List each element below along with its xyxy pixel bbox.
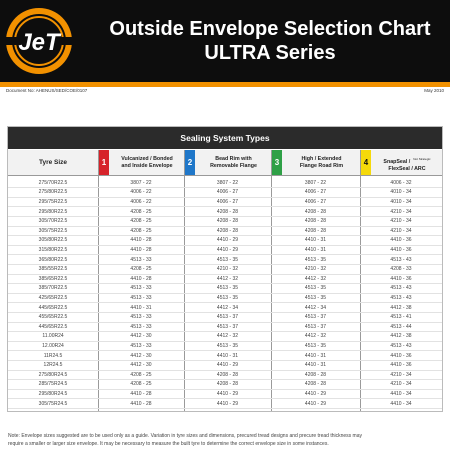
envelope-size-cell: 4513 - 33 xyxy=(130,343,152,349)
envelope-size-cell: 4412 - 38 xyxy=(390,304,412,311)
envelope-size-cell: 4412 - 38 xyxy=(390,333,412,340)
envelope-size-cell: 4513 - 37 xyxy=(216,323,239,330)
tyre-size-cell: 305/80R22.5 xyxy=(38,237,68,244)
envelope-size-cell: 4513 - 37 xyxy=(304,314,327,321)
envelope-size-cell: 4010 - 34 xyxy=(390,189,412,196)
envelope-size-cell: 4410 - 34 xyxy=(390,400,412,407)
tyre-size-cell: 385/70R22.5 xyxy=(38,285,68,292)
envelope-size-cell: 4208 - 25 xyxy=(130,371,152,378)
envelope-size-cell: 4513 - 37 xyxy=(216,314,239,321)
envelope-size-cell: 4513 - 37 xyxy=(304,323,327,330)
tyre-size-cell: 455/65R22.5 xyxy=(38,314,68,321)
column-header-4 xyxy=(360,150,442,176)
envelope-size-cell: 4208 - 28 xyxy=(304,218,327,225)
envelope-size-cell: 4513 - 33 xyxy=(130,323,152,330)
envelope-size-cell: 4513 - 35 xyxy=(304,343,327,349)
envelope-size-cell: 4410 - 36 xyxy=(390,247,412,253)
envelope-size-cell: 4412 - 34 xyxy=(216,304,239,311)
tyre-size-cell: 315/80R22.5 xyxy=(38,247,68,253)
document-info-bar xyxy=(0,87,450,97)
envelope-size-cell: 4210 - 34 xyxy=(390,371,412,378)
tyre-size-cell: 445/65R22.5 xyxy=(38,323,68,330)
tyre-size-cell: 275/80R24.5 xyxy=(38,371,68,378)
tyre-size-cell: 385/65R22.5 xyxy=(38,275,68,282)
envelope-size-cell: 4208 - 28 xyxy=(216,381,239,388)
envelope-size-cell: 4410 - 29 xyxy=(304,391,327,397)
envelope-size-cell: 4006 - 32 xyxy=(390,179,412,186)
tyre-size-cell: 285/75R24.5 xyxy=(38,381,68,388)
envelope-size-cell: 4210 - 34 xyxy=(390,218,412,225)
not-strategic-note: Not Strategic xyxy=(413,157,431,161)
jet-logo xyxy=(4,6,74,76)
envelope-size-cell: 4208 - 25 xyxy=(130,218,152,225)
document-number: Document No: AHENUS/SED/COE/0107 xyxy=(6,88,88,93)
envelope-size-cell: 4410 - 28 xyxy=(130,237,152,244)
envelope-size-cell: 4208 - 28 xyxy=(216,218,239,225)
row-separator xyxy=(8,408,442,409)
envelope-size-cell: 4410 - 34 xyxy=(390,391,412,397)
column-header-3 xyxy=(271,150,360,176)
envelope-size-cell: 4006 - 22 xyxy=(130,189,152,196)
envelope-size-cell: 3807 - 22 xyxy=(304,179,327,186)
envelope-size-cell: 4410 - 31 xyxy=(304,247,327,253)
tyre-size-cell: 305/75R22.5 xyxy=(38,227,68,234)
system-number-badge: 4 xyxy=(361,150,371,175)
tyre-size-cell: 295/75R22.5 xyxy=(38,199,68,205)
tyre-size-cell: 425/65R22.5 xyxy=(38,295,68,301)
envelope-size-cell: 4410 - 29 xyxy=(216,400,239,407)
envelope-size-cell: 4513 - 35 xyxy=(216,295,239,301)
column-header-text: High / Extended Flange Road Rim xyxy=(299,156,344,169)
tyre-size-cell: 11R24.5 xyxy=(43,352,63,359)
envelope-size-cell: 4513 - 41 xyxy=(390,314,412,321)
envelope-size-cell: 4513 - 35 xyxy=(304,256,327,263)
page-title: Outside Envelope Selection Chart xyxy=(109,18,431,40)
envelope-size-cell: 4208 - 28 xyxy=(304,208,327,215)
envelope-size-cell: 4410 - 31 xyxy=(304,362,327,369)
envelope-size-cell: 4410 - 28 xyxy=(130,400,152,407)
envelope-size-cell: 4513 - 43 xyxy=(390,256,412,263)
envelope-size-cell: 4006 - 27 xyxy=(304,189,327,196)
envelope-size-cell: 4006 - 27 xyxy=(304,199,327,205)
table-title: Sealing System Types xyxy=(8,127,442,149)
system-number-badge: 1 xyxy=(99,150,109,175)
envelope-size-cell: 4208 - 25 xyxy=(130,208,152,215)
envelope-size-cell: 4210 - 32 xyxy=(304,266,327,273)
envelope-size-cell: 4513 - 43 xyxy=(390,285,412,292)
envelope-size-cell: 4410 - 29 xyxy=(216,237,239,244)
tyre-size-header: Tyre Size xyxy=(8,150,98,176)
page-subtitle: ULTRA Series xyxy=(204,42,336,64)
envelope-size-cell: 4210 - 34 xyxy=(390,208,412,215)
envelope-size-cell: 4412 - 32 xyxy=(304,333,327,340)
envelope-size-cell: 4410 - 31 xyxy=(216,352,239,359)
envelope-size-cell: 4412 - 30 xyxy=(130,333,152,340)
envelope-size-cell: 4006 - 27 xyxy=(216,189,239,196)
tyre-size-cell: 12.00R24 xyxy=(42,343,64,349)
tyre-size-cell: 305/70R22.5 xyxy=(38,218,68,225)
envelope-size-cell: 4513 - 33 xyxy=(130,285,152,292)
envelope-size-cell: 4410 - 36 xyxy=(390,352,412,359)
column-header-2 xyxy=(184,150,271,176)
envelope-size-cell: 4208 - 28 xyxy=(304,227,327,234)
system-number-badge: 2 xyxy=(185,150,195,175)
envelope-size-cell: 3807 - 22 xyxy=(130,179,152,186)
envelope-size-cell: 4410 - 31 xyxy=(130,304,152,311)
envelope-size-cell: 4410 - 29 xyxy=(304,400,327,407)
tyre-size-cell: 295/80R24.5 xyxy=(38,391,68,397)
envelope-size-cell: 4513 - 35 xyxy=(216,256,239,263)
envelope-size-cell: 4410 - 28 xyxy=(130,247,152,253)
envelope-size-cell: 4410 - 29 xyxy=(216,247,239,253)
envelope-size-cell: 4513 - 43 xyxy=(390,343,412,349)
envelope-size-cell: 4208 - 25 xyxy=(130,381,152,388)
envelope-size-cell: 4210 - 32 xyxy=(216,266,239,273)
envelope-size-cell: 4412 - 32 xyxy=(304,275,327,282)
envelope-size-cell: 4412 - 32 xyxy=(216,275,239,282)
envelope-size-cell: 4412 - 30 xyxy=(130,352,152,359)
tyre-size-cell: 445/65R22.5 xyxy=(38,304,68,311)
envelope-size-cell: 4208 - 28 xyxy=(216,371,239,378)
tyre-size-cell: 295/80R22.5 xyxy=(38,208,68,215)
selection-table xyxy=(7,126,443,412)
envelope-size-cell: 4410 - 36 xyxy=(390,237,412,244)
system-number-badge: 3 xyxy=(272,150,282,175)
envelope-size-cell: 4208 - 33 xyxy=(390,266,412,273)
tyre-size-cell: 365/80R22.5 xyxy=(38,256,68,263)
envelope-size-cell: 4410 - 36 xyxy=(390,362,412,369)
envelope-size-cell: 4412 - 30 xyxy=(130,362,152,369)
envelope-size-cell: 4006 - 22 xyxy=(130,199,152,205)
tyre-size-cell: 385/55R22.5 xyxy=(38,266,68,273)
footnote: Note: Envelope sizes suggested are to be used only as a guide. Variation in tyre sizes and dimensions, precured tread designs and precure tread thickness may require a smaller or larger size envelope. It may be necessary to measure the built tyre to determine the correct envelope size in some instances. xyxy=(8,433,362,447)
envelope-size-cell: 4006 - 27 xyxy=(216,199,239,205)
envelope-size-cell: 4513 - 35 xyxy=(216,343,239,349)
envelope-size-cell: 4208 - 25 xyxy=(130,227,152,234)
envelope-size-cell: 3807 - 22 xyxy=(216,179,239,186)
envelope-size-cell: 4513 - 35 xyxy=(304,285,327,292)
column-header-text: SnapSeal / $^{Not Strategic}$ FlexSeal / ARC xyxy=(383,157,431,172)
column-header-text: Vulcanized / Bonded and Inside Envelope xyxy=(121,156,173,169)
envelope-size-cell: 4513 - 33 xyxy=(130,314,152,321)
tyre-size-cell: 11.00R24 xyxy=(42,333,64,340)
envelope-size-cell: 4410 - 31 xyxy=(304,352,327,359)
envelope-size-cell: 4412 - 32 xyxy=(216,333,239,340)
envelope-size-cell: 4208 - 28 xyxy=(304,371,327,378)
envelope-size-cell: 4410 - 31 xyxy=(304,237,327,244)
envelope-size-cell: 4410 - 28 xyxy=(130,391,152,397)
envelope-size-cell: 4410 - 28 xyxy=(130,275,152,282)
envelope-size-cell: 4513 - 33 xyxy=(130,295,152,301)
envelope-size-cell: 4208 - 25 xyxy=(130,266,152,273)
envelope-size-cell: 4410 - 29 xyxy=(216,362,239,369)
envelope-size-cell: 4010 - 34 xyxy=(390,199,412,205)
envelope-size-cell: 4513 - 43 xyxy=(390,295,412,301)
envelope-size-cell: 4208 - 28 xyxy=(304,381,327,388)
column-header-1 xyxy=(98,150,184,176)
envelope-size-cell: 4513 - 44 xyxy=(390,323,412,330)
document-date: May 2010 xyxy=(424,88,444,93)
tyre-size-cell: 305/75R24.5 xyxy=(38,400,68,407)
envelope-size-cell: 4210 - 34 xyxy=(390,381,412,388)
envelope-size-cell: 4410 - 36 xyxy=(390,275,412,282)
envelope-size-cell: 4210 - 34 xyxy=(390,227,412,234)
column-header-text: Bead Rim with Removable Flange xyxy=(210,156,257,169)
envelope-size-cell: 4513 - 35 xyxy=(216,285,239,292)
tyre-size-cell: 275/70R22.5 xyxy=(38,179,68,186)
envelope-size-cell: 4513 - 35 xyxy=(304,295,327,301)
envelope-size-cell: 4412 - 34 xyxy=(304,304,327,311)
envelope-size-cell: 4208 - 28 xyxy=(216,208,239,215)
envelope-size-cell: 4513 - 33 xyxy=(130,256,152,263)
envelope-size-cell: 4208 - 28 xyxy=(216,227,239,234)
tyre-size-cell: 12R24.5 xyxy=(43,362,63,369)
envelope-size-cell: 4410 - 29 xyxy=(216,391,239,397)
header-band xyxy=(0,0,450,82)
tyre-size-cell: 275/80R22.5 xyxy=(38,189,68,196)
logo-text: JeT xyxy=(18,29,60,56)
